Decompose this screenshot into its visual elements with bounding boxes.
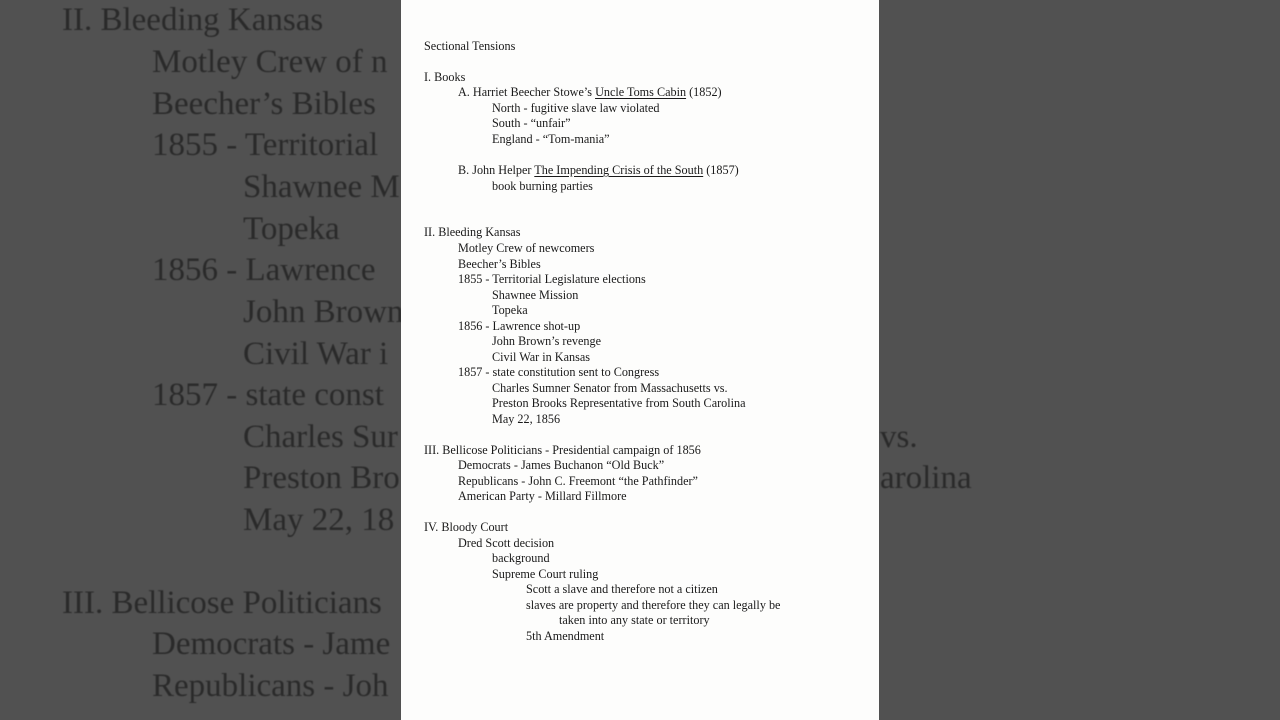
- list-item: Civil War in Kansas: [492, 350, 590, 364]
- list-item: Charles Sumner Senator from Massachusetts vs.: [492, 381, 728, 395]
- list-item: Scott a slave and therefore not a citizen: [526, 582, 718, 596]
- list-item: 1856 - Lawrence shot-up: [458, 319, 581, 333]
- list-item: South - “unfair”: [492, 116, 571, 130]
- book-year: (1852): [686, 85, 722, 99]
- list-item: Republicans - John C. Freemont “the Pathfinder”: [458, 474, 698, 488]
- book-entry: [458, 85, 722, 100]
- list-item: May 22, 1856: [492, 412, 561, 426]
- document-title: Sectional Tensions: [424, 39, 516, 53]
- list-item: John Brown’s revenge: [492, 334, 601, 348]
- section-heading: I. Books: [424, 70, 466, 84]
- list-item: 1857 - state constitution sent to Congress: [458, 365, 660, 379]
- document-page: [401, 0, 879, 720]
- section-heading: IV. Bloody Court: [424, 520, 509, 534]
- book-entry-prefix: B. John Helper: [458, 163, 535, 177]
- list-item: 1855 - Territorial Legislature elections: [458, 272, 646, 286]
- book-year: (1857): [703, 163, 739, 177]
- section-heading: II. Bleeding Kansas: [424, 225, 521, 239]
- list-item: Motley Crew of newcomers: [458, 241, 595, 255]
- list-item: Topeka: [492, 303, 528, 317]
- list-item: Shawnee Mission: [492, 288, 579, 302]
- list-item: Preston Brooks Representative from South Carolina: [492, 396, 746, 410]
- list-item: taken into any state or territory: [559, 613, 710, 627]
- list-item: American Party - Millard Fillmore: [458, 489, 627, 503]
- list-item: Dred Scott decision: [458, 536, 555, 550]
- list-item: book burning parties: [492, 179, 593, 193]
- page-edge-marks: [871, 0, 879, 720]
- book-title: The Impending Crisis of the South: [534, 163, 704, 177]
- list-item: North - fugitive slave law violated: [492, 101, 660, 115]
- list-item: 5th Amendment: [526, 629, 605, 643]
- list-item: slaves are property and therefore they can legally be: [526, 598, 781, 612]
- list-item: background: [492, 551, 550, 565]
- list-item: England - “Tom-mania”: [492, 132, 610, 146]
- section-heading: III. Bellicose Politicians - Presidential campaign of 1856: [424, 443, 701, 457]
- book-entry: [458, 163, 739, 178]
- book-entry-prefix: A. Harriet Beecher Stowe’s: [458, 85, 596, 99]
- list-item: Beecher’s Bibles: [458, 257, 541, 271]
- list-item: Democrats - James Buchanon “Old Buck”: [458, 458, 665, 472]
- book-title: Uncle Toms Cabin: [595, 85, 687, 99]
- list-item: Supreme Court ruling: [492, 567, 599, 581]
